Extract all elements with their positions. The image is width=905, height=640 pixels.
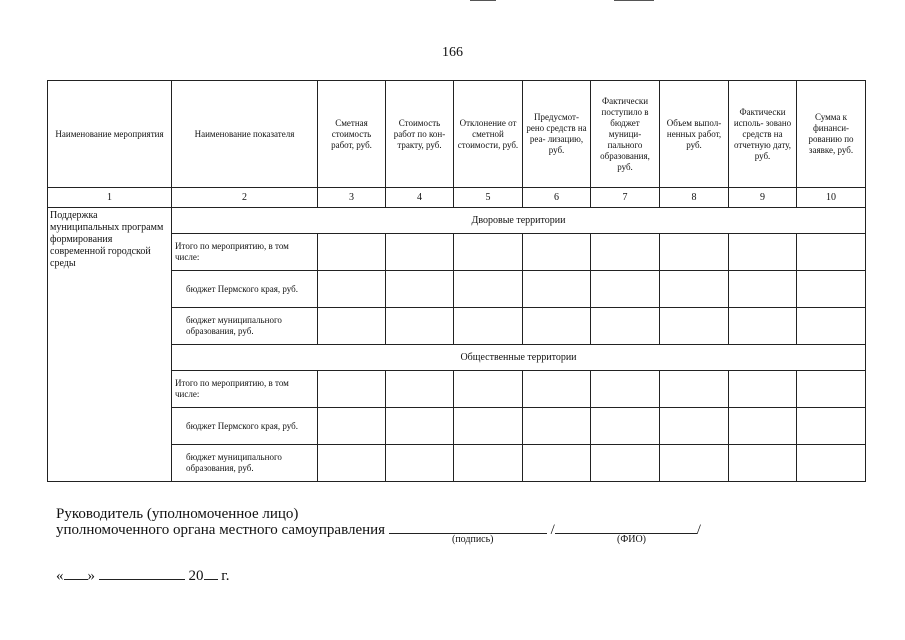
month-blank <box>99 566 185 580</box>
col-header-work-volume: Объем выпол- ненных работ, руб. <box>660 81 729 188</box>
indicator-label: бюджет муниципального образования, руб. <box>172 445 318 482</box>
indicator-label: Итого по мероприятию, в том числе: <box>172 371 318 408</box>
column-number: 1 <box>48 188 172 208</box>
value-cell <box>660 371 729 408</box>
col-header-deviation: Отклонение от сметной стоимости, руб. <box>454 81 523 188</box>
value-cell <box>523 371 591 408</box>
report-table <box>47 80 866 482</box>
value-cell <box>386 371 454 408</box>
col-header-indicator: Наименование показателя <box>172 81 318 188</box>
name-blank <box>555 520 697 534</box>
year-prefix: 20 <box>188 568 204 584</box>
value-cell <box>729 308 797 345</box>
value-cell <box>729 234 797 271</box>
col-header-contract-cost: Стоимость работ по кон- тракту, руб. <box>386 81 454 188</box>
value-cell <box>797 371 866 408</box>
value-cell <box>797 445 866 482</box>
value-cell <box>523 308 591 345</box>
value-cell <box>660 408 729 445</box>
header-row <box>48 81 866 188</box>
indicator-label: бюджет Пермского края, руб. <box>172 408 318 445</box>
page-number: 166 <box>442 45 463 60</box>
signatory-org: уполномоченного органа местного самоуправления <box>56 522 386 538</box>
value-cell <box>660 271 729 308</box>
top-edge-marks <box>0 0 905 6</box>
signature-blank <box>389 520 547 534</box>
indicator-label: бюджет Пермского края, руб. <box>172 271 318 308</box>
value-cell <box>523 445 591 482</box>
value-cell <box>386 271 454 308</box>
value-cell <box>454 408 523 445</box>
value-cell <box>729 371 797 408</box>
value-cell <box>591 408 660 445</box>
value-cell <box>386 445 454 482</box>
value-cell <box>454 371 523 408</box>
value-cell <box>591 371 660 408</box>
value-cell <box>660 445 729 482</box>
value-cell <box>318 234 386 271</box>
signatory-line-1: Руководитель (уполномоченное лицо) <box>56 506 299 522</box>
value-cell <box>729 271 797 308</box>
value-cell <box>318 271 386 308</box>
date-close-quote: » <box>87 568 95 584</box>
column-number: 4 <box>386 188 454 208</box>
column-number: 10 <box>797 188 866 208</box>
value-cell <box>386 408 454 445</box>
section-row-courtyard <box>48 208 866 234</box>
col-header-estimated-cost: Сметная стоимость работ, руб. <box>318 81 386 188</box>
column-number: 9 <box>729 188 797 208</box>
value-cell <box>386 308 454 345</box>
value-cell <box>797 308 866 345</box>
value-cell <box>797 271 866 308</box>
separator-slash: / <box>696 522 701 538</box>
column-number: 8 <box>660 188 729 208</box>
value-cell <box>591 308 660 345</box>
value-cell <box>454 308 523 345</box>
value-cell <box>660 308 729 345</box>
column-number: 3 <box>318 188 386 208</box>
column-number: 7 <box>591 188 660 208</box>
column-number-row <box>48 188 866 208</box>
day-blank <box>64 566 88 580</box>
value-cell <box>729 445 797 482</box>
value-cell <box>318 408 386 445</box>
year-suffix: г. <box>221 568 230 584</box>
value-cell <box>591 234 660 271</box>
signatory-line-2 <box>56 520 701 538</box>
value-cell <box>660 234 729 271</box>
value-cell <box>797 234 866 271</box>
activity-name: Поддержка муниципальных программ формирования современной городской среды <box>48 208 172 482</box>
value-cell <box>454 271 523 308</box>
indicator-label: Итого по мероприятию, в том числе: <box>172 234 318 271</box>
date-line <box>56 566 229 584</box>
col-header-received-funds: Фактически поступило в бюджет муници- пального образования, руб. <box>591 81 660 188</box>
column-number: 2 <box>172 188 318 208</box>
value-cell <box>523 271 591 308</box>
indicator-label: бюджет муниципального образования, руб. <box>172 308 318 345</box>
section-title: Общественные территории <box>172 345 866 371</box>
value-cell <box>454 445 523 482</box>
section-title: Дворовые территории <box>172 208 866 234</box>
date-open-quote: « <box>56 568 64 584</box>
separator-slash: / <box>550 522 555 538</box>
signature-caption: (подпись) <box>452 534 494 545</box>
value-cell <box>386 234 454 271</box>
value-cell <box>318 445 386 482</box>
column-number: 5 <box>454 188 523 208</box>
value-cell <box>318 371 386 408</box>
col-header-allocated-funds: Предусмот- рено средств на реа- лизацию, руб. <box>523 81 591 188</box>
value-cell <box>797 408 866 445</box>
value-cell <box>523 234 591 271</box>
value-cell <box>591 445 660 482</box>
year-blank <box>204 566 218 580</box>
value-cell <box>318 308 386 345</box>
value-cell <box>591 271 660 308</box>
name-caption: (ФИО) <box>617 534 647 545</box>
value-cell <box>729 408 797 445</box>
value-cell <box>454 234 523 271</box>
value-cell <box>523 408 591 445</box>
col-header-activity: Наименование мероприятия <box>48 81 172 188</box>
col-header-used-funds: Фактически исполь- зовано средств на отчетную дату, руб. <box>729 81 797 188</box>
column-number: 6 <box>523 188 591 208</box>
col-header-requested-amount: Сумма к финанси- рованию по заявке, руб. <box>797 81 866 188</box>
